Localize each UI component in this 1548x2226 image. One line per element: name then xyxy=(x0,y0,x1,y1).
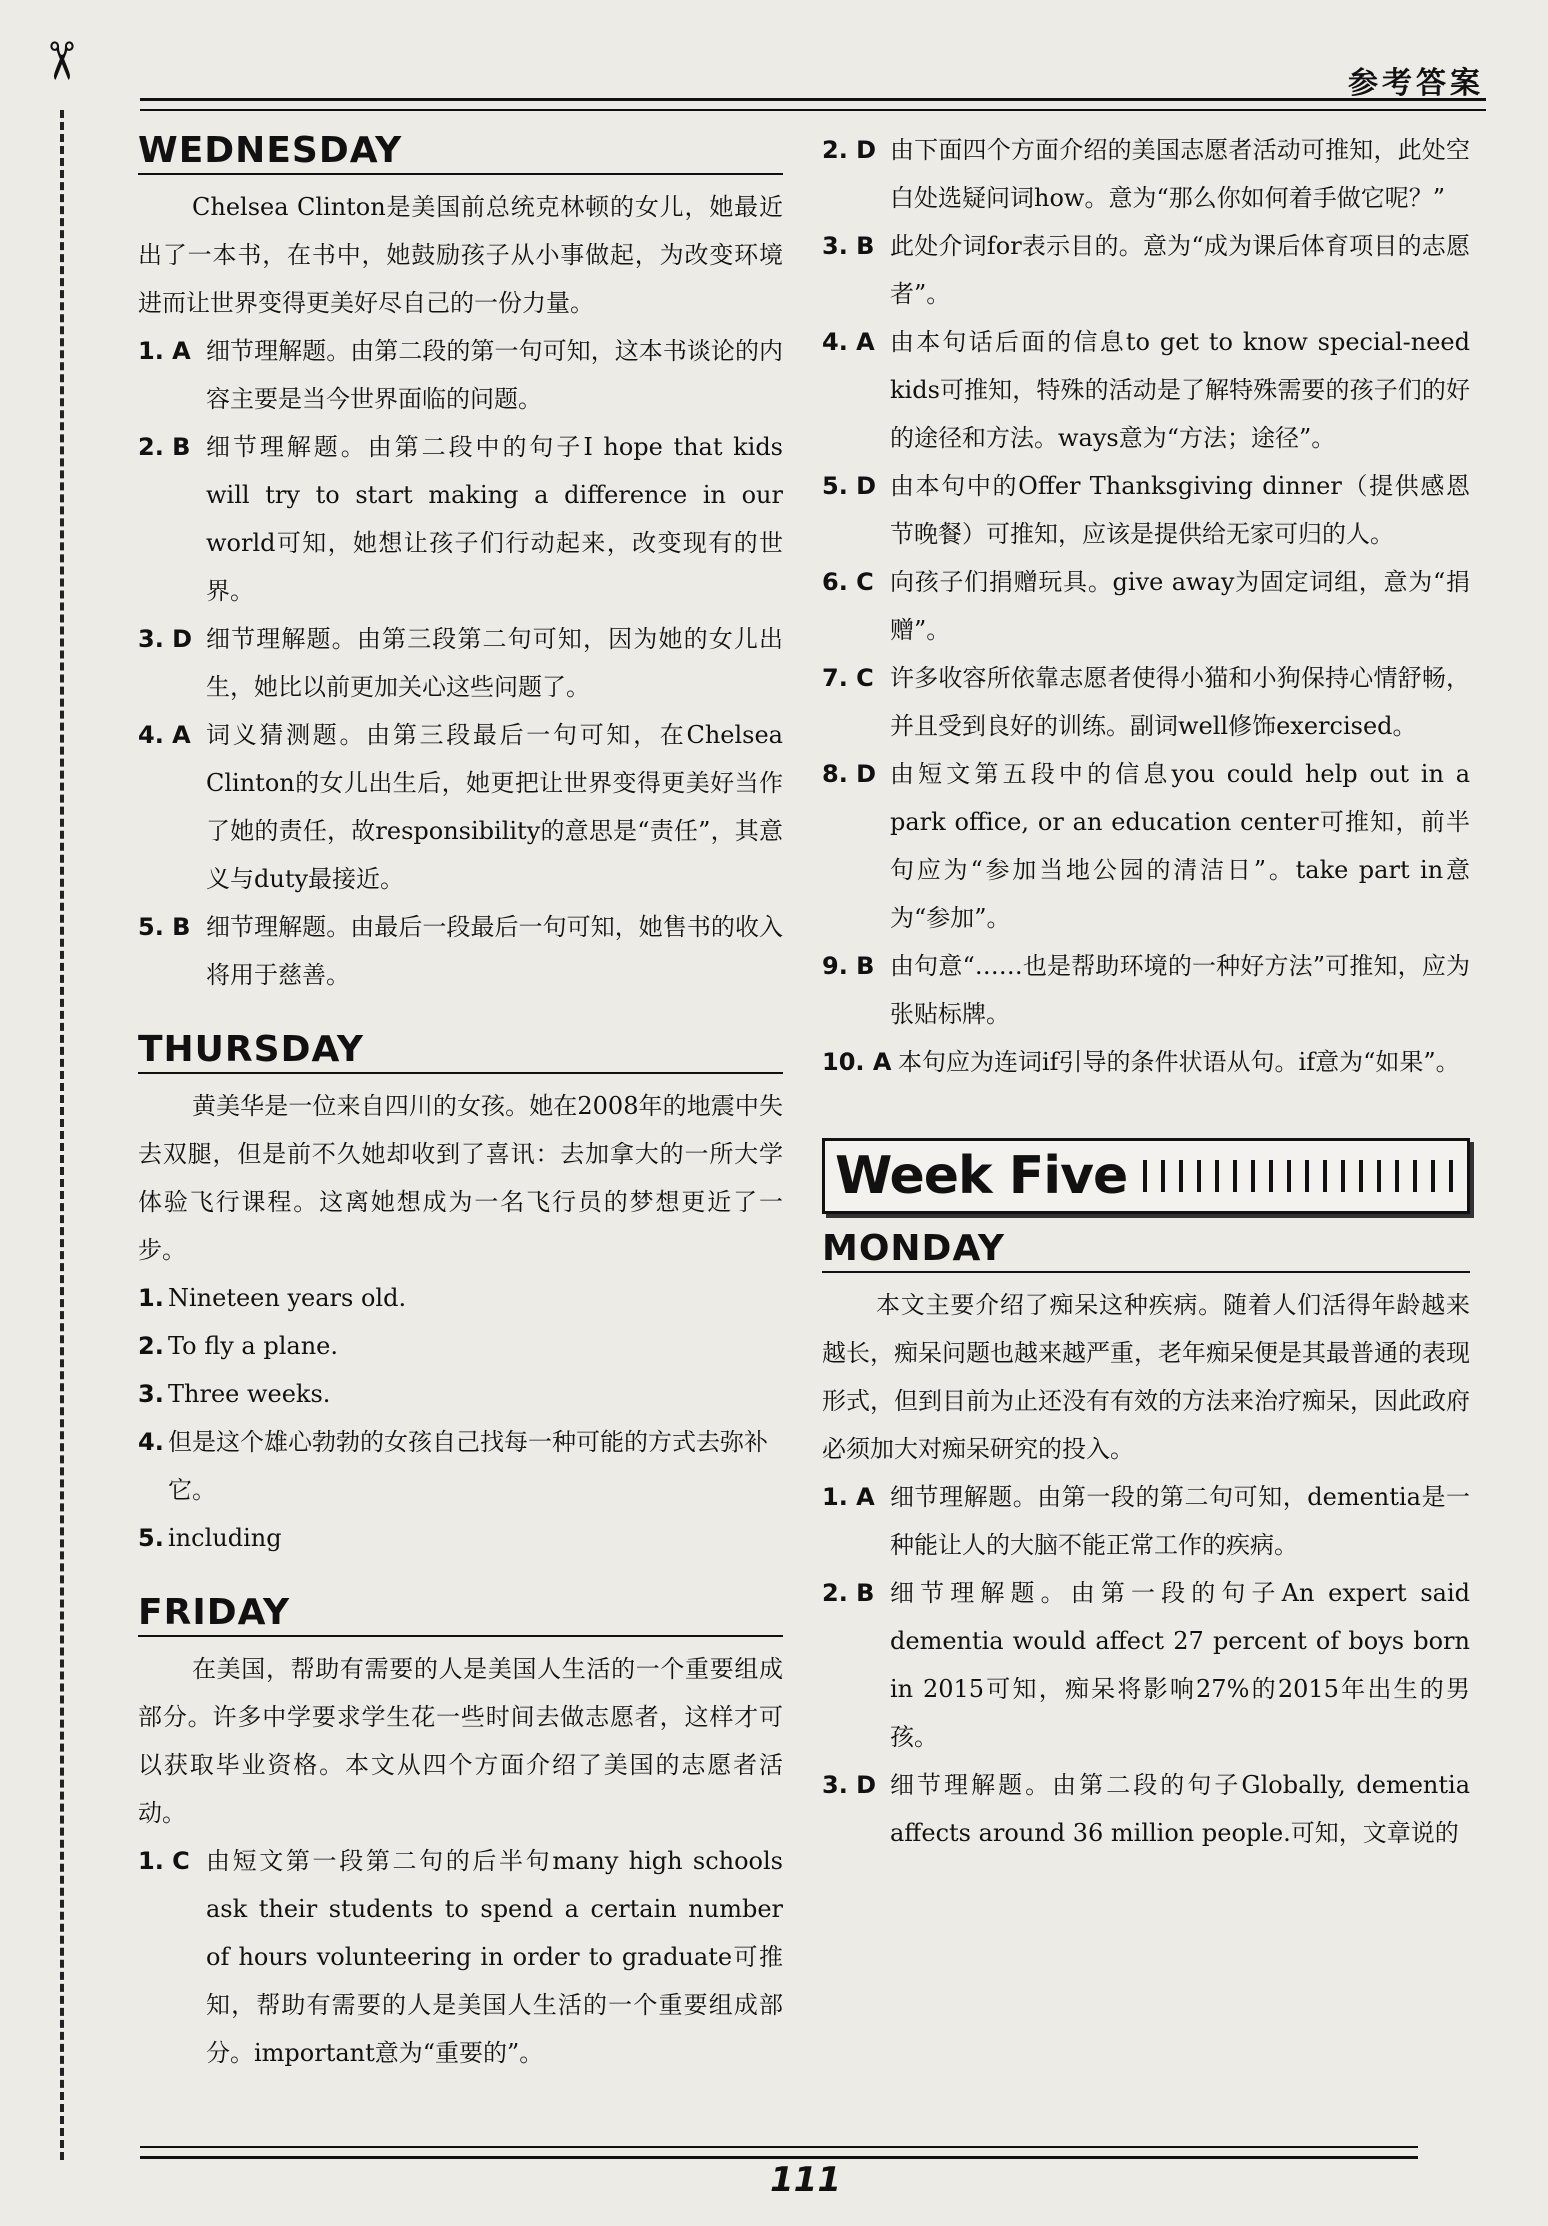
answer-item xyxy=(138,423,783,615)
answer-number: 1. C xyxy=(138,1847,190,1875)
answer-text: 细节理解题。由第二段中的句子I hope that kids will try to start making a difference in our world可知，她想让孩子们行动起来，改变现有的世界。 xyxy=(206,433,783,605)
answer-item xyxy=(822,1761,1470,1857)
thursday-intro: 黄美华是一位来自四川的女孩。她在2008年的地震中失去双腿，但是前不久她却收到了喜讯：去加拿大的一所大学体验飞行课程。这离她想成为一名飞行员的梦想更近了一步。 xyxy=(138,1092,783,1264)
answer-number: 3. D xyxy=(138,625,193,653)
answer-number: 8. D xyxy=(822,760,877,788)
answer-number: 2. B xyxy=(822,1579,875,1607)
answer-item xyxy=(138,1514,783,1562)
answer-text: including xyxy=(168,1524,282,1552)
answer-item xyxy=(138,615,783,711)
answer-number: 3. B xyxy=(822,232,875,260)
answer-text: 许多收容所依靠志愿者使得小猫和小狗保持心情舒畅，并且受到良好的训练。副词well修饰exercised。 xyxy=(890,664,1470,740)
answer-item xyxy=(138,327,783,423)
answer-text: 但是这个雄心勃勃的女孩自己找每一种可能的方式去弥补它。 xyxy=(168,1428,768,1504)
page-header-title: 参考答案 xyxy=(1348,66,1484,101)
friday-continued-items xyxy=(822,126,1470,1086)
answer-number: 7. C xyxy=(822,664,874,692)
answer-text: 词义猜测题。由第三段最后一句可知，在Chelsea Clinton的女儿出生后，她更把让世界变得更美好当作了她的责任，故responsibility的意思是“责任”，其意义与duty最接近。 xyxy=(206,721,783,893)
answer-number: 10. A xyxy=(822,1048,892,1076)
answer-number: 4. A xyxy=(138,721,191,749)
answer-item xyxy=(822,1473,1470,1569)
answer-item xyxy=(138,1274,783,1322)
week-title: Week Five xyxy=(835,1146,1128,1206)
thursday-answers xyxy=(138,1274,783,1562)
section-heading-wednesday: WEDNESDAY xyxy=(138,130,783,175)
answer-item xyxy=(138,903,783,999)
answer-item xyxy=(822,558,1470,654)
answer-text: Nineteen years old. xyxy=(168,1284,407,1312)
monday-intro: 本文主要介绍了痴呆这种疾病。随着人们活得年龄越来越长，痴呆问题也越来越严重，老年痴呆便是其最普通的表现形式，但到目前为止还没有有效的方法来治疗痴呆，因此政府必须加大对痴呆研究的投入。 xyxy=(822,1291,1470,1463)
answer-item xyxy=(822,942,1470,1038)
answer-number: 3. D xyxy=(822,1771,877,1799)
answer-text: 由本句中的Offer Thanksgiving dinner（提供感恩节晚餐）可推知，应该是提供给无家可归的人。 xyxy=(890,472,1470,548)
answer-item xyxy=(822,318,1470,462)
answer-number: 2. xyxy=(138,1332,164,1360)
answer-text: 由短文第五段中的信息you could help out in a park office, or an education center可推知，前半句应为“参加当地公园的清洁日”。take part in意为“参加”。 xyxy=(890,760,1470,932)
answer-text: 此处介词for表示目的。意为“成为课后体育项目的志愿者”。 xyxy=(890,232,1470,308)
answer-item xyxy=(138,1837,783,2077)
friday-intro: 在美国，帮助有需要的人是美国人生活的一个重要组成部分。许多中学要求学生花一些时间去做志愿者，这样才可以获取毕业资格。本文从四个方面介绍了美国的志愿者活动。 xyxy=(138,1655,783,1827)
header-rule xyxy=(140,98,1486,111)
week-banner xyxy=(822,1138,1470,1214)
answer-number: 9. B xyxy=(822,952,875,980)
answer-text: 由本句话后面的信息to get to know special-need kids可推知，特殊的活动是了解特殊需要的孩子们的好的途径和方法。ways意为“方法；途径”。 xyxy=(890,328,1470,452)
cut-line xyxy=(60,110,64,2160)
answer-item xyxy=(138,1370,783,1418)
answer-number: 4. A xyxy=(822,328,875,356)
answer-text: 细节理解题。由第三段第二句可知，因为她的女儿出生，她比以前更加关心这些问题了。 xyxy=(206,625,783,701)
answer-text: 由下面四个方面介绍的美国志愿者活动可推知，此处空白处选疑问词how。意为“那么你如何着手做它呢？” xyxy=(890,136,1470,212)
right-column xyxy=(822,126,1470,1857)
left-column xyxy=(138,130,783,2077)
answer-item xyxy=(822,1569,1470,1761)
answer-text: 由短文第一段第二句的后半句many high schools ask their students to spend a certain number of hours volunteering in order to graduate可推知，帮助有需要的人是美国人生活的一个重要组成部分。important意为“重要的”。 xyxy=(206,1847,783,2067)
scissors-icon: ✂ xyxy=(29,39,90,83)
answer-item xyxy=(138,1322,783,1370)
section-heading-monday: MONDAY xyxy=(822,1228,1470,1273)
answer-item xyxy=(822,1038,1470,1086)
answer-text: 细节理解题。由第一段的第二句可知，dementia是一种能让人的大脑不能正常工作的疾病。 xyxy=(890,1483,1470,1559)
section-heading-friday: FRIDAY xyxy=(138,1592,783,1637)
section-heading-thursday: THURSDAY xyxy=(138,1029,783,1074)
answer-item xyxy=(822,462,1470,558)
answer-item xyxy=(822,654,1470,750)
answer-number: 1. A xyxy=(822,1483,875,1511)
answer-item xyxy=(822,222,1470,318)
answer-text: Three weeks. xyxy=(168,1380,331,1408)
answer-text: To fly a plane. xyxy=(168,1332,338,1360)
answer-text: 细节理解题。由第一段的句子An expert said dementia would affect 27 percent of boys born in 2015可知，痴呆将影响27%的2015年出生的男孩。 xyxy=(890,1579,1470,1751)
friday-items xyxy=(138,1837,783,2077)
wednesday-items xyxy=(138,327,783,999)
answer-number: 5. B xyxy=(138,913,191,941)
answer-number: 1. xyxy=(138,1284,164,1312)
answer-text: 向孩子们捐赠玩具。give away为固定词组，意为“捐赠”。 xyxy=(890,568,1470,644)
answer-item xyxy=(138,1418,783,1514)
week-banner-bars xyxy=(1143,1160,1457,1192)
footer-rule xyxy=(140,2146,1418,2159)
answer-number: 4. xyxy=(138,1428,164,1456)
monday-items xyxy=(822,1473,1470,1857)
answer-number: 3. xyxy=(138,1380,164,1408)
answer-number: 5. D xyxy=(822,472,877,500)
answer-number: 2. B xyxy=(138,433,191,461)
answer-text: 细节理解题。由最后一段最后一句可知，她售书的收入将用于慈善。 xyxy=(206,913,783,989)
answer-number: 2. D xyxy=(822,136,877,164)
answer-text: 由句意“……也是帮助环境的一种好方法”可推知，应为张贴标牌。 xyxy=(890,952,1470,1028)
answer-text: 本句应为连词if引导的条件状语从句。if意为“如果”。 xyxy=(898,1048,1460,1076)
answer-item xyxy=(138,711,783,903)
answer-text: 细节理解题。由第二段的句子Globally, dementia affects around 36 million people.可知，文章说的 xyxy=(890,1771,1470,1847)
page-number: 111 xyxy=(770,2160,841,2200)
answer-text: 细节理解题。由第二段的第一句可知，这本书谈论的内容主要是当今世界面临的问题。 xyxy=(206,337,783,413)
answer-item xyxy=(822,126,1470,222)
answer-item xyxy=(822,750,1470,942)
wednesday-intro: Chelsea Clinton是美国前总统克林顿的女儿，她最近出了一本书，在书中，她鼓励孩子从小事做起，为改变环境进而让世界变得更美好尽自己的一份力量。 xyxy=(138,193,783,317)
answer-number: 6. C xyxy=(822,568,874,596)
answer-number: 1. A xyxy=(138,337,191,365)
answer-number: 5. xyxy=(138,1524,164,1552)
